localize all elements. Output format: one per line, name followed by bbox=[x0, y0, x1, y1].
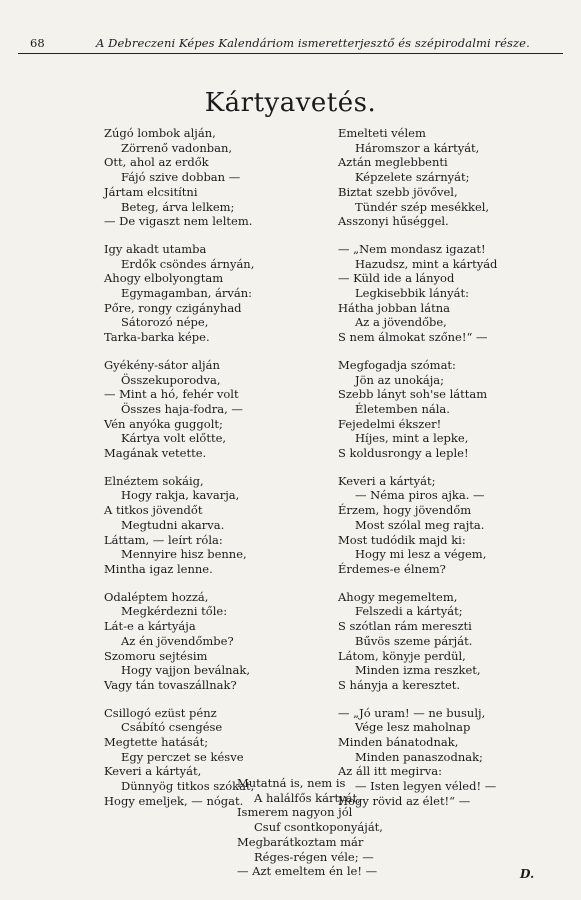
verse-line: Jártam elcsitítni bbox=[104, 184, 198, 199]
verse-line: Érdemes-e élnem? bbox=[338, 561, 446, 576]
verse-line: Jön az unokája; bbox=[355, 372, 445, 387]
verse-line: Megkérdezni tőle: bbox=[121, 604, 228, 619]
author-signature: D. bbox=[520, 867, 535, 881]
verse-line: Beteg, árva lelkem; bbox=[121, 199, 235, 214]
verse-line: Igy akadt utamba bbox=[104, 241, 207, 256]
verse-line: Ismerem nagyon jól bbox=[237, 805, 353, 820]
verse-line: Keveri a kártyát; bbox=[338, 473, 436, 488]
verse-line: — „Jó uram! — ne busulj, bbox=[338, 705, 486, 720]
verse-line: Fájó szive dobban — bbox=[121, 170, 241, 185]
verse-line: S nem álmokat szőne!“ — bbox=[338, 330, 488, 345]
header-rule bbox=[18, 53, 563, 54]
verse-line: Az én jövendőmbe? bbox=[121, 633, 234, 648]
verse-line: Háromszor a kártyát, bbox=[355, 140, 480, 155]
verse-line: Egy perczet se késve bbox=[121, 749, 244, 764]
verse-line: Megfogadja szómat: bbox=[338, 357, 456, 372]
verse-line: Összes haja-fodra, — bbox=[121, 401, 243, 416]
verse-line: Szebb lányt soh'se láttam bbox=[338, 387, 488, 402]
verse-line: Hogy rövid az élet!“ — bbox=[338, 793, 471, 808]
verse-line: Fejedelmi ékszer! bbox=[338, 416, 442, 431]
stanza bbox=[104, 590, 314, 693]
verse-line: Az a jövendőbe, bbox=[355, 315, 447, 330]
verse-line: Emelteti vélem bbox=[338, 126, 426, 140]
verse-line: Hogy rakja, kavarja, bbox=[121, 488, 240, 503]
verse-line: — Néma piros ajka. — bbox=[355, 488, 485, 503]
verse-line: Szomoru sejtésim bbox=[104, 648, 208, 663]
verse-line: Megtette hatását; bbox=[104, 735, 209, 750]
verse-line: Mutatná is, nem is bbox=[237, 776, 346, 790]
verse-line: Kártya volt előtte, bbox=[121, 431, 227, 446]
verse-line: Most tudódik majd ki: bbox=[338, 532, 466, 547]
verse-line: Keveri a kártyát, bbox=[104, 764, 202, 779]
verse-line: Asszonyi hűséggel. bbox=[338, 214, 449, 229]
verse-line: — Isten legyen véled! — bbox=[355, 779, 497, 794]
verse-line: A titkos jövendőt bbox=[104, 503, 203, 518]
verse-line: Érzem, hogy jövendőm bbox=[338, 503, 472, 518]
verse-line: Megbarátkoztam már bbox=[237, 834, 364, 849]
verse-line: Összekuporodva, bbox=[121, 372, 221, 387]
verse-line: Minden izma reszket, bbox=[355, 663, 481, 678]
verse-line: Vége lesz maholnap bbox=[355, 720, 471, 735]
stanza bbox=[338, 474, 553, 577]
verse-line: Csábító csengése bbox=[121, 720, 223, 735]
verse-line: Erdők csöndes árnyán, bbox=[121, 256, 255, 271]
verse-line: Minden panaszodnak; bbox=[355, 749, 483, 764]
verse-line: Réges-régen véle; — bbox=[254, 849, 374, 864]
verse-line: Mennyire hisz benne, bbox=[121, 547, 247, 562]
verse-line: Vagy tán tovaszállnak? bbox=[104, 677, 237, 692]
verse-line: Megtudni akarva. bbox=[121, 517, 225, 532]
verse-line: Odaléptem hozzá, bbox=[104, 589, 209, 604]
verse-line: Ott, ahol az erdők bbox=[104, 155, 209, 170]
verse-line: — Azt emeltem én le! — bbox=[237, 864, 378, 879]
verse-line: Ahogy megemeltem, bbox=[338, 589, 458, 604]
stanza bbox=[104, 126, 314, 229]
verse-line: S szótlan rám mereszti bbox=[338, 619, 472, 634]
verse-line: Tündér szép mesékkel, bbox=[355, 199, 490, 214]
verse-line: — Mint a hó, fehér volt bbox=[104, 387, 239, 402]
verse-line: Életemben nála. bbox=[355, 401, 450, 416]
verse-line: Csillogó ezüst pénz bbox=[104, 705, 217, 720]
right-column bbox=[338, 126, 553, 822]
verse-line: Biztat szebb jövővel, bbox=[338, 184, 458, 199]
verse-line: Lát-e a kártyája bbox=[104, 619, 196, 634]
verse-line: — „Nem mondasz igazat! bbox=[338, 241, 486, 256]
stanza bbox=[338, 126, 553, 229]
verse-line: Bűvös szeme párját. bbox=[355, 633, 473, 648]
verse-line: Láttam, — leírt róla: bbox=[104, 532, 223, 547]
stanza bbox=[104, 474, 314, 577]
verse-line: Az áll itt megirva: bbox=[338, 764, 442, 779]
verse-line: Most szólal meg rajta. bbox=[355, 517, 485, 532]
stanza bbox=[104, 358, 314, 461]
stanza bbox=[338, 358, 553, 461]
stanza bbox=[104, 242, 314, 345]
verse-line: Ahogy elbolyongtam bbox=[104, 271, 224, 286]
stanza bbox=[338, 590, 553, 693]
verse-line: Mintha igaz lenne. bbox=[104, 561, 213, 576]
verse-line: Hátha jobban látna bbox=[338, 300, 450, 315]
verse-line: Felszedi a kártyát; bbox=[355, 604, 463, 619]
verse-line: Vén anyóka guggolt; bbox=[104, 416, 223, 431]
verse-line: Képzelete szárnyát; bbox=[355, 170, 470, 185]
verse-line: Pőre, rongy czigányhad bbox=[104, 300, 242, 315]
verse-line: Aztán meglebbenti bbox=[338, 155, 448, 170]
verse-line: A halálfős kártyát, bbox=[254, 790, 361, 805]
verse-line: Hazudsz, mint a kártyád bbox=[355, 256, 498, 271]
verse-line: Legkisebbik lányát: bbox=[355, 286, 469, 301]
stanza bbox=[338, 242, 553, 345]
verse-line: Gyékény-sátor alján bbox=[104, 357, 220, 372]
final-stanza bbox=[237, 776, 383, 879]
verse-line: Csuf csontkoponyáját, bbox=[254, 820, 383, 835]
verse-line: Egymagamban, árván: bbox=[121, 286, 253, 301]
running-header bbox=[18, 36, 563, 54]
verse-line: Magának vetette. bbox=[104, 446, 207, 461]
page-number: 68 bbox=[30, 36, 45, 50]
verse-line: Zörrenő vadonban, bbox=[121, 140, 233, 155]
verse-line: Látom, könyje perdül, bbox=[338, 648, 466, 663]
verse-line: Zúgó lombok alján, bbox=[104, 126, 216, 140]
verse-line: Sátorozó népe, bbox=[121, 315, 209, 330]
verse-line: — De vigaszt nem leltem. bbox=[104, 214, 253, 229]
verse-line: S koldusrongy a leple! bbox=[338, 446, 469, 461]
verse-line: Minden bánatodnak, bbox=[338, 735, 459, 750]
left-column bbox=[104, 126, 314, 822]
verse-line: Elnéztem sokáig, bbox=[104, 473, 204, 488]
verse-line: Tarka-barka képe. bbox=[104, 330, 210, 345]
verse-line: S hányja a keresztet. bbox=[338, 677, 461, 692]
verse-line: Hogy vajjon beválnak, bbox=[121, 663, 251, 678]
verse-line: Dünnyög titkos szókat, bbox=[121, 779, 255, 794]
verse-line: Híjes, mint a lepke, bbox=[355, 431, 469, 446]
running-title: A Debreczeni Képes Kalendáriom ismeretterjesztő és szépirodalmi része. bbox=[96, 36, 530, 50]
verse-line: Hogy mi lesz a végem, bbox=[355, 547, 487, 562]
verse-line: — Küld ide a lányod bbox=[338, 271, 455, 286]
poem-title: Kártyavetés. bbox=[204, 88, 377, 118]
verse-line: Hogy emeljek, — nógat. bbox=[104, 793, 244, 808]
